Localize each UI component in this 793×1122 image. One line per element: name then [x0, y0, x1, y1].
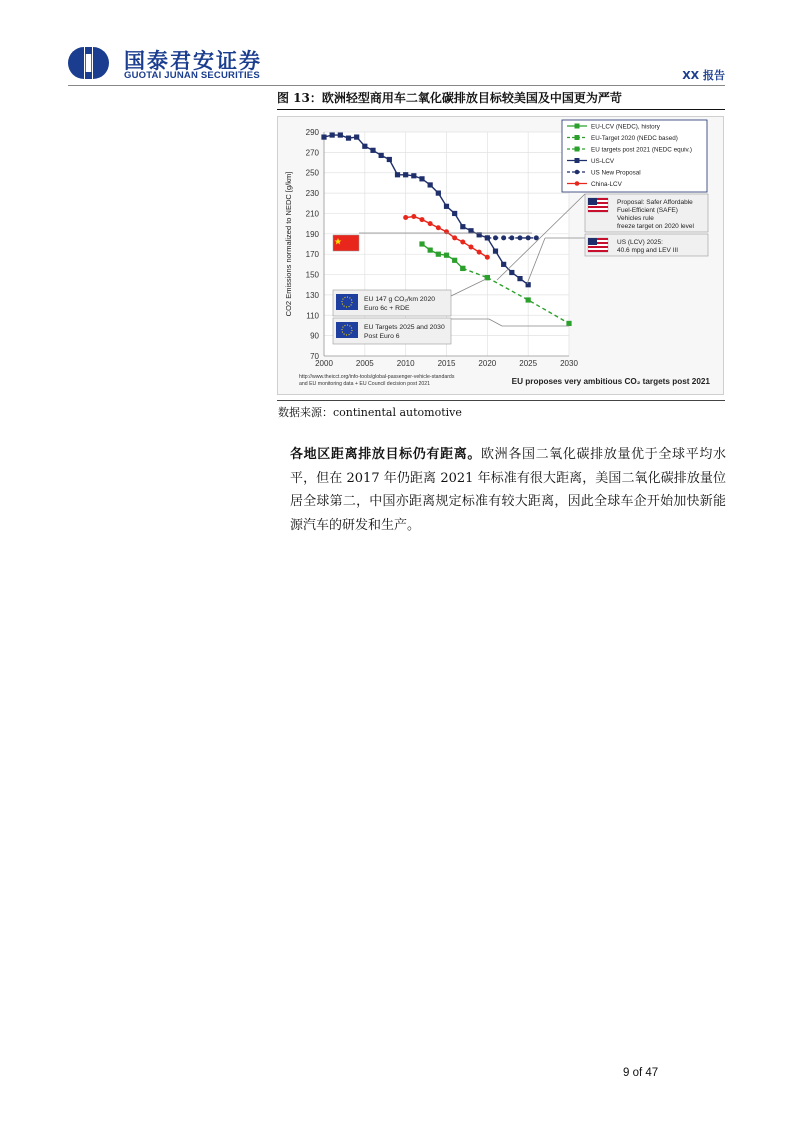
y-tick-label: 210 [305, 209, 319, 219]
us-lcv-line-2: 40.6 mpg and LEV III [617, 247, 679, 254]
data-point [428, 182, 433, 187]
data-point [346, 136, 351, 141]
data-point [379, 153, 384, 158]
y-tick-label: 170 [305, 250, 319, 260]
paragraph-text: 欧洲各国二氧化碳排放量优于全球平均水平，但在 2017 年仍距离 2021 年标准有很大距离，美国二氧化碳排放量位居全球第二，中国亦距离规定标准有较大距离，因此全球车企开始加快新能源汽车的研发和生产。 [290, 447, 726, 533]
y-tick-label: 190 [305, 229, 319, 239]
legend-label: EU targets post 2021 (NEDC equiv.) [591, 146, 693, 154]
chart-source-note-2: and EU monitoring data + EU Council decision post 2021 [299, 381, 431, 387]
legend-label: US-LCV [591, 157, 615, 165]
data-point [411, 214, 416, 219]
data-point [566, 321, 571, 326]
y-tick-label: 150 [305, 270, 319, 280]
legend-swatch-marker [575, 124, 580, 129]
logo-mark-icon [66, 45, 110, 81]
data-point [395, 172, 400, 177]
us-safe-line-2: Fuel-Efficient (SAFE) [617, 207, 678, 214]
eu-2020-line-2: Euro 6c + RDE [364, 305, 410, 312]
eu-flag-icon [336, 322, 358, 338]
data-point [330, 132, 335, 137]
data-point [493, 235, 498, 240]
data-point [370, 148, 375, 153]
data-point [338, 132, 343, 137]
paragraph-lead: 各地区距离排放目标仍有距离。 [290, 447, 482, 462]
data-point [419, 176, 424, 181]
us-safe-line-1: Proposal: Safer Affordable [617, 199, 693, 206]
data-point [403, 215, 408, 220]
data-point [509, 235, 514, 240]
data-point [452, 258, 457, 263]
eu-targets-line-2: Post Euro 6 [364, 333, 400, 340]
co2-chart-svg [277, 112, 725, 397]
legend-swatch-marker [575, 147, 580, 152]
us-safe-annotation [585, 194, 708, 232]
y-tick-label: 70 [310, 352, 319, 361]
data-point [420, 217, 425, 222]
eu-targets-line-1: EU Targets 2025 and 2030 [364, 324, 445, 331]
data-point [362, 144, 367, 149]
legend-label: China-LCV [591, 180, 622, 188]
legend-box [562, 120, 707, 192]
data-point [444, 253, 449, 258]
legend-swatch-marker [575, 135, 580, 140]
legend-swatch-marker [575, 170, 580, 175]
y-tick-label: 110 [306, 311, 319, 321]
y-tick-label: 130 [305, 290, 319, 300]
data-point [387, 157, 392, 162]
chart-headline: EU proposes very ambitious CO₂ targets post 2021 [511, 377, 710, 386]
x-tick-label: 2015 [437, 359, 456, 368]
x-tick-label: 2000 [315, 359, 333, 368]
data-point [436, 225, 441, 230]
china-flag-icon [333, 235, 359, 251]
data-point [469, 245, 474, 250]
data-point [509, 270, 514, 275]
legend-label: US New Proposal [591, 169, 641, 177]
figure-source: 数据来源：continental automotive [278, 406, 462, 419]
body-paragraph [290, 443, 726, 537]
data-point [493, 249, 498, 254]
data-point [501, 235, 506, 240]
x-tick-label: 2005 [355, 359, 374, 368]
y-tick-label: 290 [305, 128, 319, 137]
data-point [436, 252, 441, 257]
y-tick-label: 230 [305, 189, 319, 199]
eu-targets-annotation [333, 318, 451, 344]
us-flag-icon [588, 198, 608, 212]
y-axis-label: CO2 Emissions normalized to NEDC [g/km] [284, 171, 293, 317]
legend-label: EU-Target 2020 (NEDC based) [591, 134, 678, 142]
co2-chart [277, 112, 725, 397]
us-lcv-line-1: US (LCV) 2025: [617, 239, 663, 246]
data-point [485, 235, 490, 240]
figure-top-rule [277, 109, 725, 110]
data-point [468, 228, 473, 233]
data-point [518, 235, 523, 240]
data-point [460, 224, 465, 229]
data-point [526, 297, 531, 302]
data-point [354, 134, 359, 139]
us-flag-icon [588, 238, 608, 252]
data-point [526, 235, 531, 240]
eu-flag-icon [336, 294, 358, 310]
data-point [321, 134, 326, 139]
x-tick-label: 2010 [396, 359, 415, 368]
y-tick-label: 250 [305, 168, 319, 178]
company-name-cn: 国泰君安证券 [124, 49, 262, 73]
us-safe-line-3: Vehicles rule [617, 215, 654, 222]
y-tick-label: 90 [310, 331, 319, 341]
data-point [436, 190, 441, 195]
eu-2020-line-1: EU 147 g CO₂/km 2020 [364, 296, 436, 303]
data-point [428, 221, 433, 226]
legend-swatch-marker [575, 181, 580, 186]
data-point [517, 276, 522, 281]
x-tick-label: 2030 [560, 359, 578, 368]
company-name-en: GUOTAI JUNAN SECURITIES [124, 70, 260, 81]
data-point [411, 173, 416, 178]
data-point [444, 229, 449, 234]
data-point [452, 235, 457, 240]
data-point [460, 266, 465, 271]
data-point [403, 172, 408, 177]
data-point [526, 282, 531, 287]
data-point [419, 241, 424, 246]
report-tag: XX 报告 [682, 69, 725, 82]
header-divider [68, 85, 725, 86]
x-tick-label: 2025 [519, 359, 538, 368]
page-number: 9 of 47 [623, 1067, 659, 1079]
data-point [452, 211, 457, 216]
data-point [485, 255, 490, 260]
legend-swatch-marker [575, 158, 580, 163]
data-point [428, 248, 433, 253]
chart-source-note-1: http://www.theicct.org/info-tools/global-passenger-vehicle-standards [299, 374, 455, 380]
figure-title: 图 13：欧洲轻型商用车二氧化碳排放目标较美国及中国更为严苛 [277, 91, 622, 105]
us-safe-line-4: freeze target on 2020 level [617, 223, 694, 230]
data-point [501, 262, 506, 267]
x-tick-label: 2020 [478, 359, 497, 368]
company-logo [66, 45, 286, 81]
y-tick-label: 270 [305, 148, 319, 158]
data-point [477, 250, 482, 255]
legend-label: EU-LCV (NEDC), history [591, 123, 660, 131]
data-point [444, 204, 449, 209]
us-lcv-2025-annotation [585, 234, 708, 256]
data-point [460, 239, 465, 244]
figure-bottom-rule [277, 400, 725, 401]
eu-2020-annotation [333, 290, 451, 316]
